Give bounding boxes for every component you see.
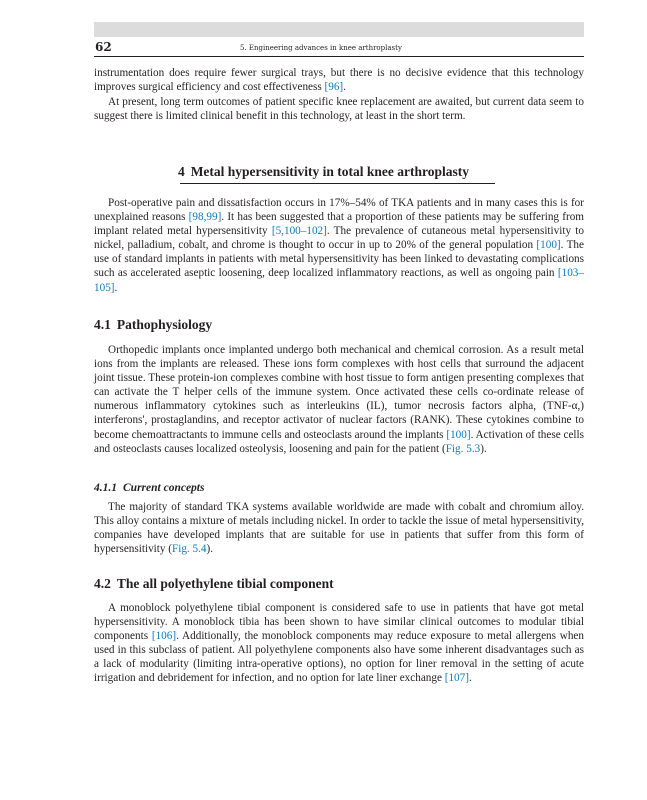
citation-link[interactable]: [100] <box>536 239 561 252</box>
text-run: . It has been suggested that a proportion of these patients may be suffering from implant related metal hypersensitivity <box>94 211 584 238</box>
citation-link[interactable]: [100] <box>446 428 471 441</box>
section-number: 4 <box>177 164 185 179</box>
subsection-title: Pathophysiology <box>116 317 213 332</box>
text-run: . Activation of these cells and osteoclasts causes localized osteolysis, loosening and pain for the patient ( <box>94 428 584 455</box>
subsection-title: The all polyethylene tibial component <box>116 576 334 591</box>
citation-link[interactable]: [5,100–102] <box>271 225 327 238</box>
citation-link[interactable]: [106] <box>151 630 177 643</box>
intro-paragraph-2 <box>94 95 584 123</box>
text-run: instrumentation does require fewer surgical trays, but there is no decisive evidence that this technology improves surgical efficiency and cost effectiveness <box>94 67 584 94</box>
running-head: 5. Engineering advances in knee arthroplasty <box>240 44 402 52</box>
intro-paragraph-1 <box>94 66 584 94</box>
text-run: Post-operative pain and dissatisfaction occurs in 17%–54% of TKA patients and in many cases this is for unexplained reasons <box>94 197 584 224</box>
citation-link[interactable]: [107] <box>444 672 469 685</box>
text-run: . <box>114 281 118 294</box>
figure-link[interactable]: Fig. 5.4 <box>172 543 207 556</box>
section-rule <box>180 183 495 184</box>
text-run: . The use of standard implants in patients with metal hypersensitivity has been linked to devastating complications such as accelerated aseptic loosening, deep localized inflammatory reactions, as well as ongoing pain <box>94 239 584 280</box>
subsection-heading-polyethylene <box>94 576 334 592</box>
text-run: At present, long term outcomes of patient specific knee replacement are awaited, but current data seem to suggest there is limited clinical benefit in this technology, at least in the short term. <box>94 96 584 123</box>
text-run: A monoblock polyethylene tibial component is considered safe to use in patients that have got metal hypersensitivity. A monoblock tibia has been shown to have similar clinical outcomes to modular tibial components <box>94 602 584 643</box>
current-concepts-paragraph <box>94 500 584 556</box>
citation-link[interactable]: [96] <box>324 81 344 94</box>
subsubsection-title: Current concepts <box>123 482 205 494</box>
section-heading <box>0 164 647 180</box>
figure-link[interactable]: Fig. 5.3 <box>445 442 481 455</box>
text-run: . <box>343 81 346 94</box>
subsection-number: 4.1 <box>94 317 111 332</box>
section-4-paragraph <box>94 196 584 295</box>
text-run: . The prevalence of cutaneous metal hypersensitivity to nickel, palladium, cobalt, and chrome is thought to occur in up to 20% of the general population <box>94 225 584 252</box>
citation-link[interactable]: [98,99] <box>188 211 222 224</box>
citation-link[interactable]: [103–105] <box>94 267 584 294</box>
header-rule <box>94 56 584 57</box>
subsubsection-heading-current-concepts <box>94 482 204 494</box>
text-run: . Additionally, the monoblock components may reduce exposure to metal allergens when used in this subclass of patient. All polyethylene components also have some inherent disadvantages such as a lack of modularity (limiting intra-operative options), no option for liner removal in the setting of acute irrigation and debridement for infection, and no option for late liner exchange <box>94 630 584 685</box>
polyethylene-paragraph <box>94 601 584 686</box>
subsubsection-number: 4.1.1 <box>94 482 117 494</box>
text-run: . <box>468 672 472 685</box>
pathophysiology-paragraph <box>94 343 584 456</box>
text-run: ). <box>480 442 487 455</box>
subsection-number: 4.2 <box>94 576 111 591</box>
text-run: The majority of standard TKA systems available worldwide are made with cobalt and chromium alloy. This alloy contains a mixture of metals including nickel. In order to tackle the issue of metal hypersensitivity, companies have developed implants that are suitable for use in patients that suffer from this form of hypersensitivity ( <box>94 501 584 556</box>
page-number: 62 <box>95 40 112 54</box>
header-band <box>94 22 584 37</box>
subsection-heading-pathophysiology <box>94 317 212 333</box>
text-run: ). <box>206 543 214 556</box>
section-title: Metal hypersensitivity in total knee arthroplasty <box>190 164 470 179</box>
text-run: Orthopedic implants once implanted undergo both mechanical and chemical corrosion. As a result metal ions from the implants are released. These ions form complexes with host cells that surround the adjacent joint tissue. These protein-ion complexes combine with host tissue to form antigen presenting complexes that can activate the T helper cells of the immune system. Once activated these cells co-ordinate release of numerous inflammatory cytokines such as interleukins (IL), tumor necrosis factors alpha, (TNF-α,) interferons', prostaglandins, and receptor activator of nuclear factors (RANK). These cytokines combine to become chemoattractants to immune cells and osteoclasts around the implants <box>94 344 584 441</box>
